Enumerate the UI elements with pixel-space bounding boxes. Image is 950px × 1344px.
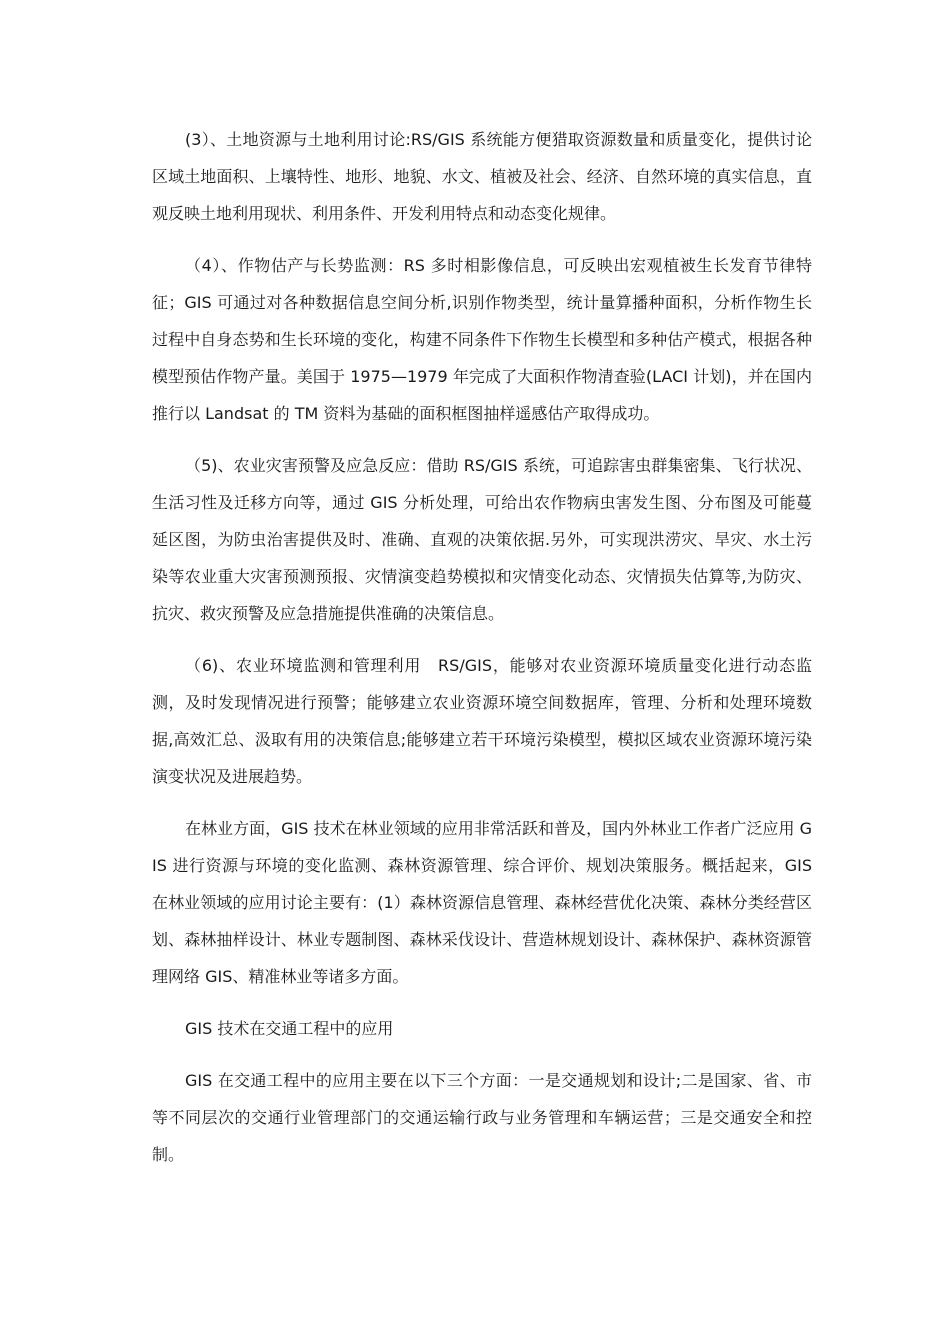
paragraph-land-resources: (3）、土地资源与土地利用讨论:RS/GIS 系统能方便猎取资源数量和质量变化，提供讨论区域土地面积、上壤特性、地形、地貌、水文、植被及社会、经济、自然环境的真实信息，直观反映土地利用现状、利用条件、开发利用特点和动态变化规律。 xyxy=(152,130,812,223)
paragraph-crop-yield-monitoring: （4）、作物估产与长势监测：RS 多时相影像信息，可反映出宏观植被生长发育节律特征；GIS 可通过对各种数据信息空间分析,识别作物类型，统计量算播种面积，分析作物生长过程中自身态势和生长环境的变化，构建不同条件下作物生长模型和多种估产模式，根据各种模型预估作物产量。美国于 1975—1979 年完成了大面积作物清查验(LACI 计划)，并在国内推行以 Landsat 的 TM 资料为基础的面积框图抽样遥感估产取得成功。 xyxy=(152,256,812,423)
paragraph-disaster-warning: （5)、农业灾害预警及应急反应：借助 RS/GIS 系统，可追踪害虫群集密集、飞行状况、生活习性及迁移方向等，通过 GIS 分析处理，可给出农作物病虫害发生图、分布图及可能蔓延区图，为防虫治害提供及时、准确、直观的决策依据.另外，可实现洪涝灾、旱灾、水土污染等农业重大灾害预测预报、灾情演变趋势模拟和灾情变化动态、灾情损失估算等,为防灾、抗灾、救灾预警及应急措施提供准确的决策信息。 xyxy=(152,456,812,623)
paragraph-traffic-engineering: GIS 在交通工程中的应用主要在以下三个方面：一是交通规划和设计;二是国家、省、市等不同层次的交通行业管理部门的交通运输行政与业务管理和车辆运营；三是交通安全和控制。 xyxy=(152,1071,812,1164)
paragraph-forestry: 在林业方面，GIS 技术在林业领域的应用非常活跃和普及，国内外林业工作者广泛应用 GIS 进行资源与环境的变化监测、森林资源管理、综合评价、规划决策服务。概括起来，GIS 在林业领域的应用讨论主要有：(1）森林资源信息管理、森林经营优化决策、森林分类经营区划、森林抽样设计、林业专题制图、森林采伐设计、营造林规划设计、森林保护、森林资源管理网络 GIS、精准林业等诸多方面。 xyxy=(152,819,812,986)
document-body xyxy=(152,121,812,1188)
section-heading-traffic: GIS 技术在交通工程中的应用 xyxy=(185,1019,394,1038)
paragraph-environment-monitoring: （6)、农业环境监测和管理利用 RS/GIS，能够对农业资源环境质量变化进行动态监测，及时发现情况进行预警；能够建立农业资源环境空间数据库，管理、分析和处理环境数据,高效汇总、汲取有用的决策信息;能够建立若干环境污染模型，模拟区域农业资源环境污染演变状况及进展趋势。 xyxy=(152,656,812,786)
